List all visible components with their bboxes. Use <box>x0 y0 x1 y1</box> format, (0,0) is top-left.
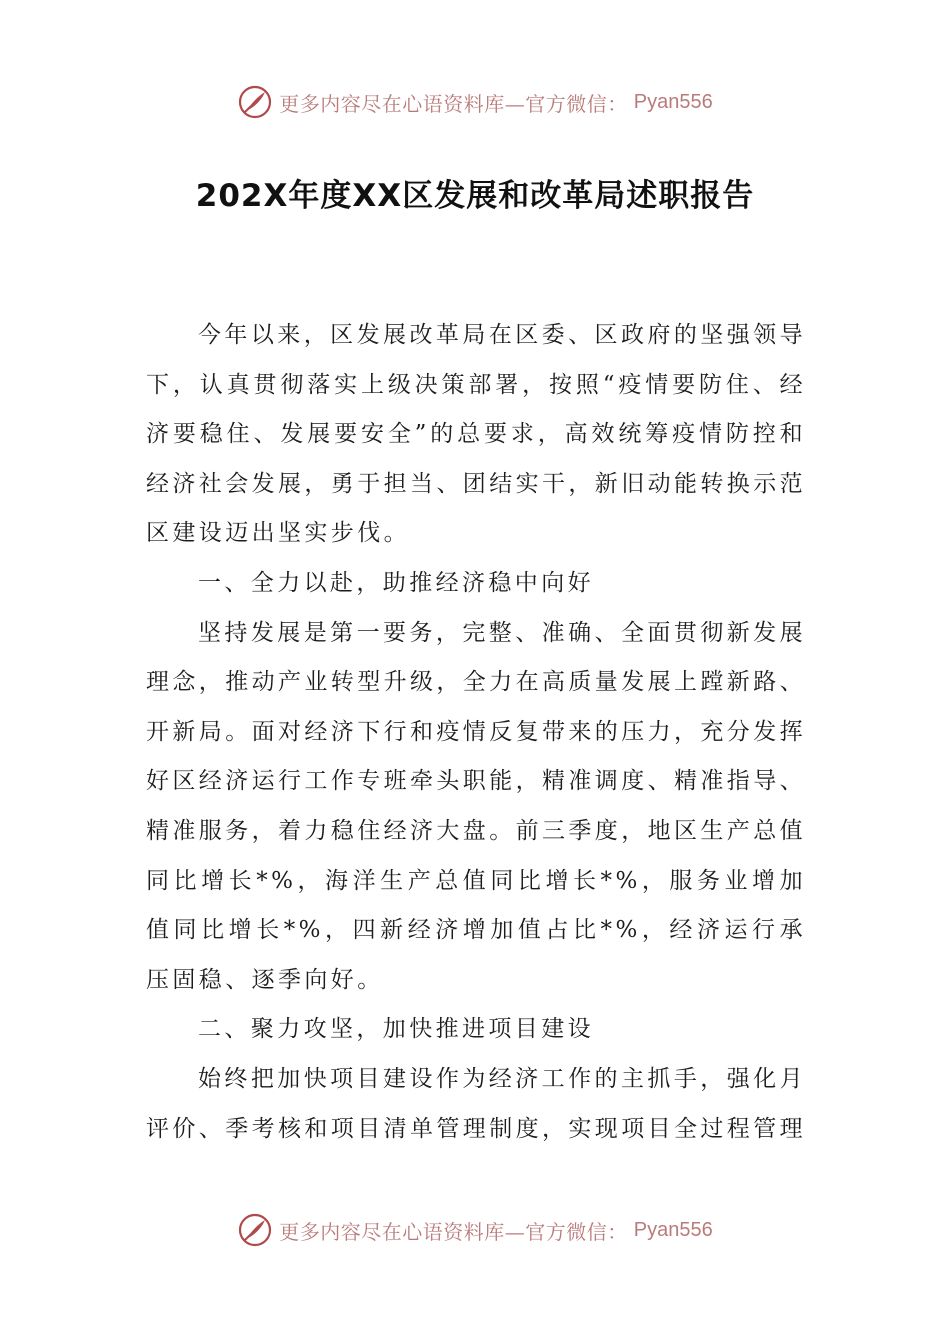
watermark-wechat-id: Pyan556 <box>633 1218 713 1241</box>
quill-pen-logo-icon <box>237 84 273 120</box>
footer-watermark <box>0 1210 950 1250</box>
watermark-text: 更多内容尽在心语资料库—官方微信： <box>279 1219 628 1244</box>
watermark-text: 更多内容尽在心语资料库—官方微信： <box>279 91 628 116</box>
section-heading: 二、聚力攻坚，加快推进项目建设 <box>198 1016 594 1043</box>
section-heading: 一、全力以赴，助推经济稳中向好 <box>198 569 594 596</box>
body-paragraph: 今年以来，区发展改革局在区委、区政府的坚强领导下，认真贯彻落实上级决策部署，按照“疫情要防住、经济要稳住、发展要安全”的总要求，高效统筹疫情防控和经济社会发展，勇于担当、团结实干，新旧动能转换示范区建设迈出坚实步伐。 <box>146 322 806 547</box>
header-watermark <box>0 82 950 122</box>
quill-pen-logo-icon <box>237 1212 273 1248</box>
body-paragraph: 坚持发展是第一要务，完整、准确、全面贯彻新发展理念，推动产业转型升级，全力在高质量发展上蹚新路、开新局。面对经济下行和疫情反复带来的压力，充分发挥好区经济运行工作专班牵头职能，精准调度、精准指导、精准服务，着力稳住经济大盘。前三季度，地区生产总值同比增长*%，海洋生产总值同比增长*%，服务业增加值同比增长*%，四新经济增加值占比*%，经济运行承压固稳、逐季向好。 <box>146 619 806 993</box>
body-paragraph: 始终把加快项目建设作为经济工作的主抓手，强化月评价、季考核和项目清单管理制度，实现项目全过程管理 <box>146 1065 806 1142</box>
watermark-wechat-id: Pyan556 <box>633 90 713 113</box>
document-body <box>146 311 806 1154</box>
document-title: 202X年度XX区发展和改革局述职报告 <box>195 178 755 214</box>
